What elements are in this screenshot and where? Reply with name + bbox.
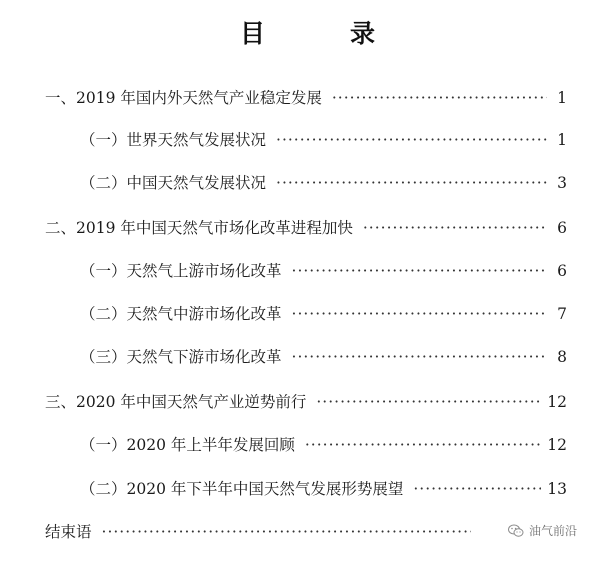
toc-page-number: 1 bbox=[557, 89, 567, 107]
wechat-icon bbox=[508, 524, 524, 538]
toc-page-number: 3 bbox=[557, 174, 567, 192]
toc-entry-label: 结束语 bbox=[45, 523, 92, 541]
toc-entry-label: 三、2020 年中国天然气产业逆势前行 bbox=[45, 393, 307, 411]
dot-leader bbox=[363, 218, 547, 238]
toc-entry-1[interactable] bbox=[45, 88, 567, 110]
dot-leader bbox=[305, 435, 541, 455]
toc-entry-3[interactable] bbox=[45, 392, 567, 414]
toc-entry-label: 二、2019 年中国天然气市场化改革进程加快 bbox=[45, 219, 353, 237]
toc-entry-3-2[interactable] bbox=[80, 479, 567, 501]
toc-entry-closing[interactable] bbox=[45, 522, 485, 544]
dot-leader bbox=[292, 347, 547, 367]
toc-page-number: 6 bbox=[557, 262, 567, 280]
dot-leader bbox=[276, 130, 547, 150]
dot-leader bbox=[332, 88, 547, 108]
toc-page-number: 12 bbox=[547, 393, 567, 411]
toc-entry-3-1[interactable] bbox=[80, 435, 567, 457]
toc-entry-2-1[interactable] bbox=[80, 261, 567, 283]
dot-leader bbox=[292, 304, 547, 324]
toc-entry-label: （二）2020 年下半年中国天然气发展形势展望 bbox=[80, 480, 404, 498]
toc-entry-2[interactable] bbox=[45, 218, 567, 240]
toc-page-number: 6 bbox=[557, 219, 567, 237]
dot-leader bbox=[102, 522, 471, 542]
toc-entry-1-2[interactable] bbox=[80, 173, 567, 195]
page-title: 目 录 bbox=[239, 19, 405, 48]
watermark-text: 油气前沿 bbox=[528, 524, 577, 538]
toc-page-number: 13 bbox=[547, 480, 567, 498]
toc-entry-label: （一）2020 年上半年发展回顾 bbox=[80, 436, 295, 454]
toc-entry-label: （二）中国天然气发展状况 bbox=[80, 174, 267, 192]
watermark bbox=[508, 522, 577, 539]
toc-entry-label: 一、2019 年国内外天然气产业稳定发展 bbox=[45, 89, 322, 107]
toc-entry-label: （一）天然气上游市场化改革 bbox=[80, 262, 282, 280]
toc-entry-label: （二）天然气中游市场化改革 bbox=[80, 305, 282, 323]
dot-leader bbox=[292, 261, 547, 281]
toc-page-number: 7 bbox=[557, 305, 567, 323]
toc-entry-2-2[interactable] bbox=[80, 304, 567, 326]
toc-page-number: 12 bbox=[547, 436, 567, 454]
toc-page-number: 1 bbox=[557, 131, 567, 149]
toc-entry-1-1[interactable] bbox=[80, 130, 567, 152]
dot-leader bbox=[316, 392, 541, 412]
toc-entry-2-3[interactable] bbox=[80, 347, 567, 369]
toc-entry-label: （三）天然气下游市场化改革 bbox=[80, 348, 282, 366]
toc-page-number: 8 bbox=[557, 348, 567, 366]
dot-leader bbox=[413, 479, 541, 499]
toc-entry-label: （一）世界天然气发展状况 bbox=[80, 131, 267, 149]
dot-leader bbox=[276, 173, 547, 193]
